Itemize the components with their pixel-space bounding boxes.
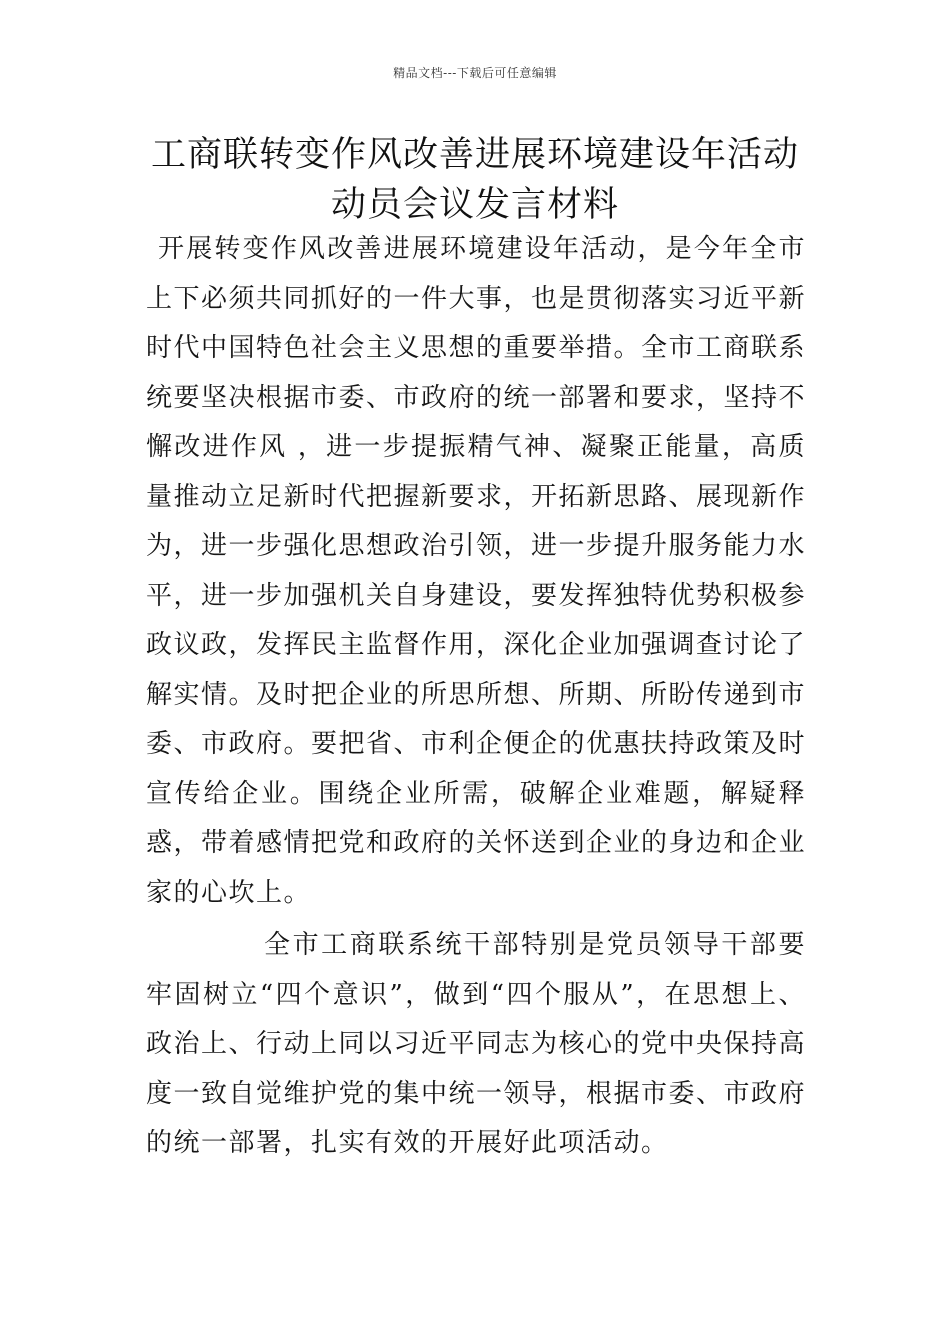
body-paragraph-2: 全市工商联系统干部特别是党员领导干部要牢固树立“四个意识”，做到“四个服从”，在思想上、政治上、行动上同以习近平同志为核心的党中央保持高度一致自觉维护党的集中统一领导，根据市委、市政府的统一部署，扎实有效的开展好此项活动。	[146, 930, 807, 1158]
body-paragraph-1: 开展转变作风改善进展环境建设年活动，是今年全市上下必须共同抓好的一件大事，也是贯彻落实习近平新时代中国特色社会主义思想的重要举措。全市工商联系统要坚决根据市委、市政府的统一部署和要求，坚持不懈改进作风 ，进一步提振精气神、凝聚正能量，高质量推动立足新时代把握新要求，开拓新思路、展现新作为，进一步强化思想政治引领，进一步提升服务能力水平，进一步加强机关自身建设，要发挥独特优势积极参政议政，发挥民主监督作用，深化企业加强调查讨论了解实情。及时把企业的所思所想、所期、所盼传递到市委、市政府。要把省、市利企便企的优惠扶持政策及时宣传给企业。围绕企业所需，破解企业难题，解疑释惑，带着感情把党和政府的关怀送到企业的身边和企业家的心坎上。	[146, 234, 807, 908]
page-header: 精品文档---下载后可任意编辑	[393, 66, 557, 80]
document-title: 工商联转变作风改善进展环境建设年活动动员会议发言材料	[150, 135, 799, 225]
